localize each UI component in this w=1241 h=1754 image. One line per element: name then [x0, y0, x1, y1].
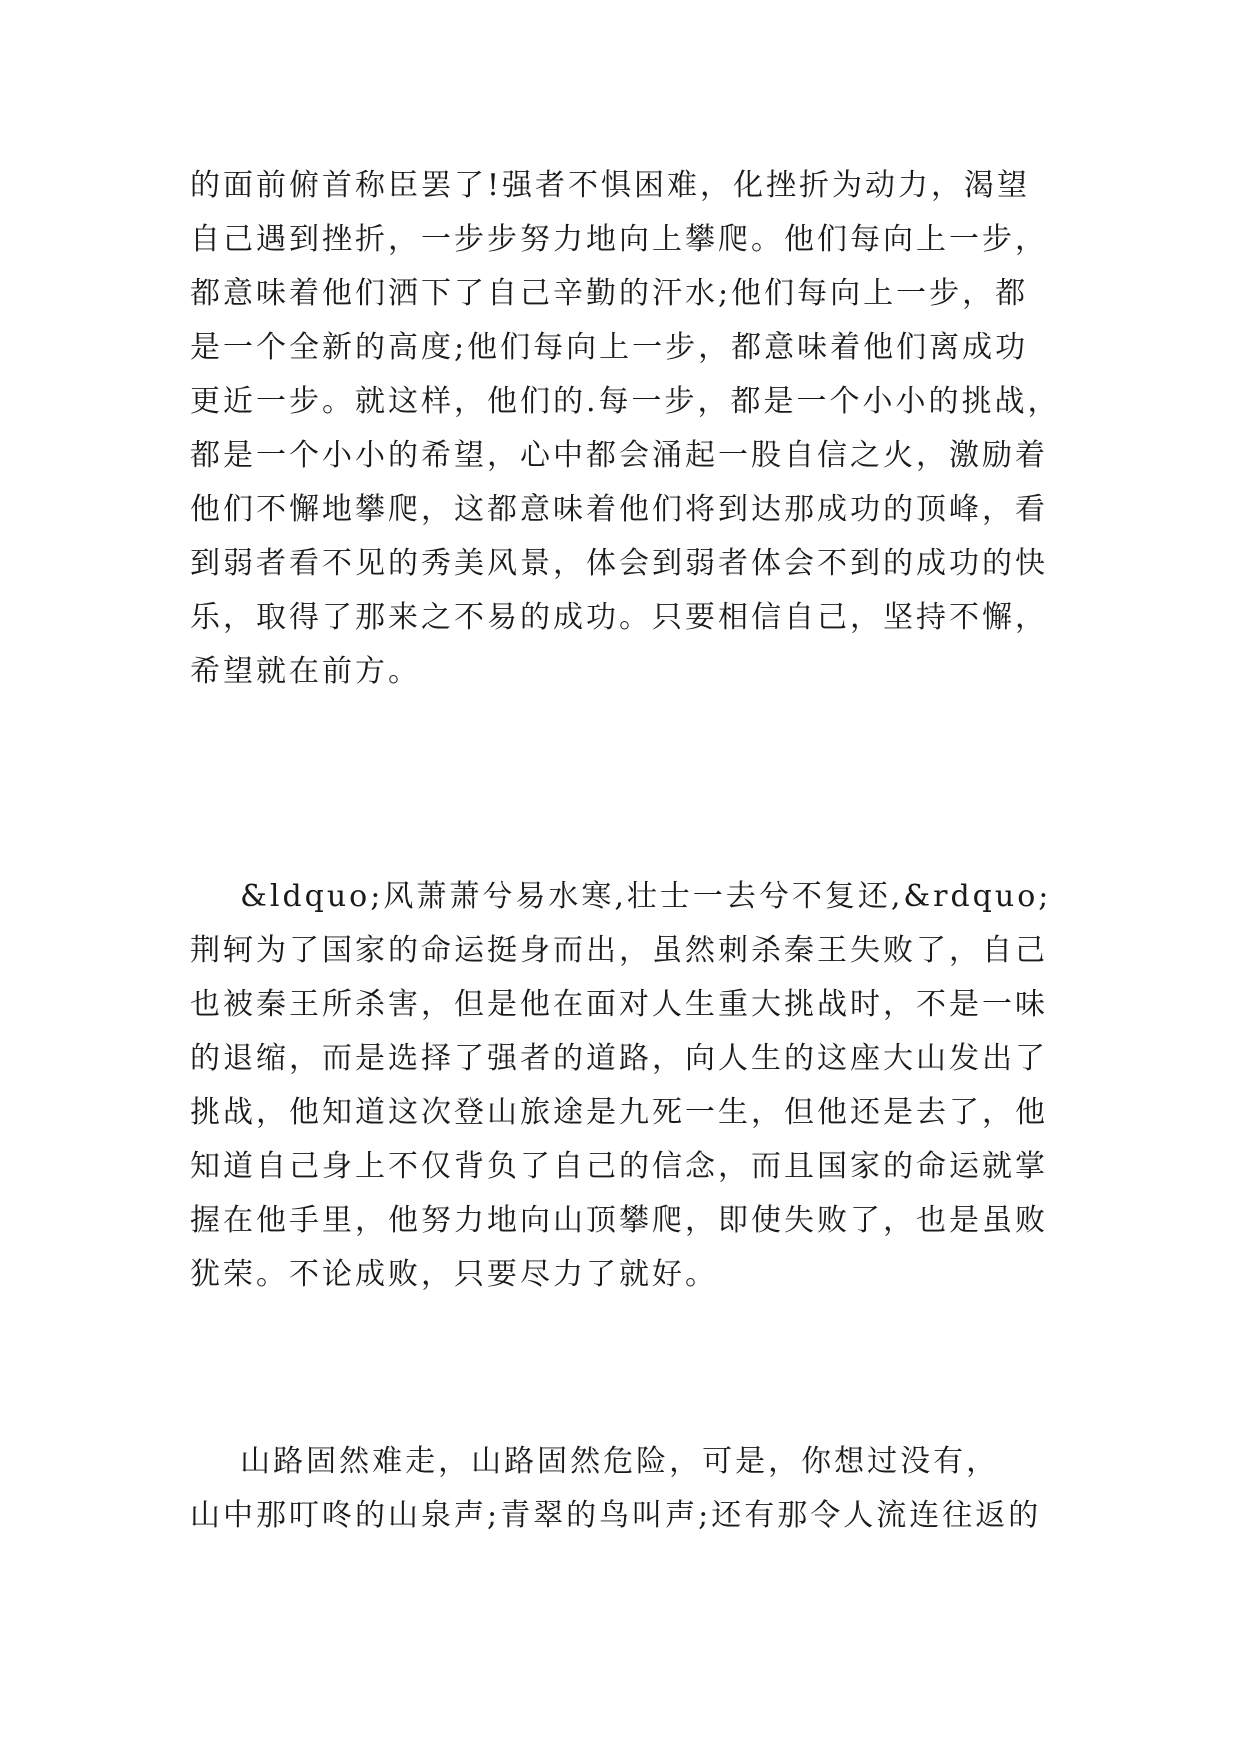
text-line: 荆轲为了国家的命运挺身而出，虽然刺杀秦王失败了，自己	[190, 933, 1048, 968]
text-line: 犹荣。不论成败，只要尽力了就好。	[190, 1257, 718, 1292]
paragraph-3	[190, 1435, 1070, 1543]
text-line: 山路固然难走，山路固然危险，可是，你想过没有，	[190, 1444, 1000, 1479]
text-line: 是一个全新的高度;他们每向上一步，都意味着他们离成功	[190, 330, 1029, 365]
text-line: &ldquo;风萧萧兮易水寒,壮士一去兮不复还,&rdquo;	[190, 879, 1052, 914]
text-line: 都意味着他们洒下了自己辛勤的汗水;他们每向上一步，都	[190, 276, 1029, 311]
text-line: 的退缩，而是选择了强者的道路，向人生的这座大山发出了	[190, 1041, 1048, 1076]
paragraph-2	[190, 870, 1070, 1302]
text-line: 更近一步。就这样，他们的.每一步，都是一个小小的挑战，	[190, 384, 1061, 419]
text-line: 知道自己身上不仅背负了自己的信念，而且国家的命运就掌	[190, 1149, 1048, 1184]
text-line: 乐，取得了那来之不易的成功。只要相信自己，坚持不懈，	[190, 600, 1048, 635]
text-line: 到弱者看不见的秀美风景，体会到弱者体会不到的成功的快	[190, 546, 1048, 581]
text-line: 山中那叮咚的山泉声;青翠的鸟叫声;还有那令人流连往返的	[190, 1498, 1042, 1533]
text-line: 挑战，他知道这次登山旅途是九死一生，但他还是去了，他	[190, 1095, 1048, 1130]
text-line: 希望就在前方。	[190, 654, 421, 689]
text-line: 他们不懈地攀爬，这都意味着他们将到达那成功的顶峰，看	[190, 492, 1048, 527]
text-line: 握在他手里，他努力地向山顶攀爬，即使失败了，也是虽败	[190, 1203, 1048, 1238]
paragraph-1	[190, 159, 1070, 699]
text-line: 都是一个小小的希望，心中都会涌起一股自信之火，激励着	[190, 438, 1048, 473]
text-line: 也被秦王所杀害，但是他在面对人生重大挑战时，不是一味	[190, 987, 1048, 1022]
text-line: 自己遇到挫折，一步步努力地向上攀爬。他们每向上一步，	[190, 222, 1048, 257]
text-line: 的面前俯首称臣罢了!强者不惧困难，化挫折为动力，渴望	[190, 168, 1031, 203]
